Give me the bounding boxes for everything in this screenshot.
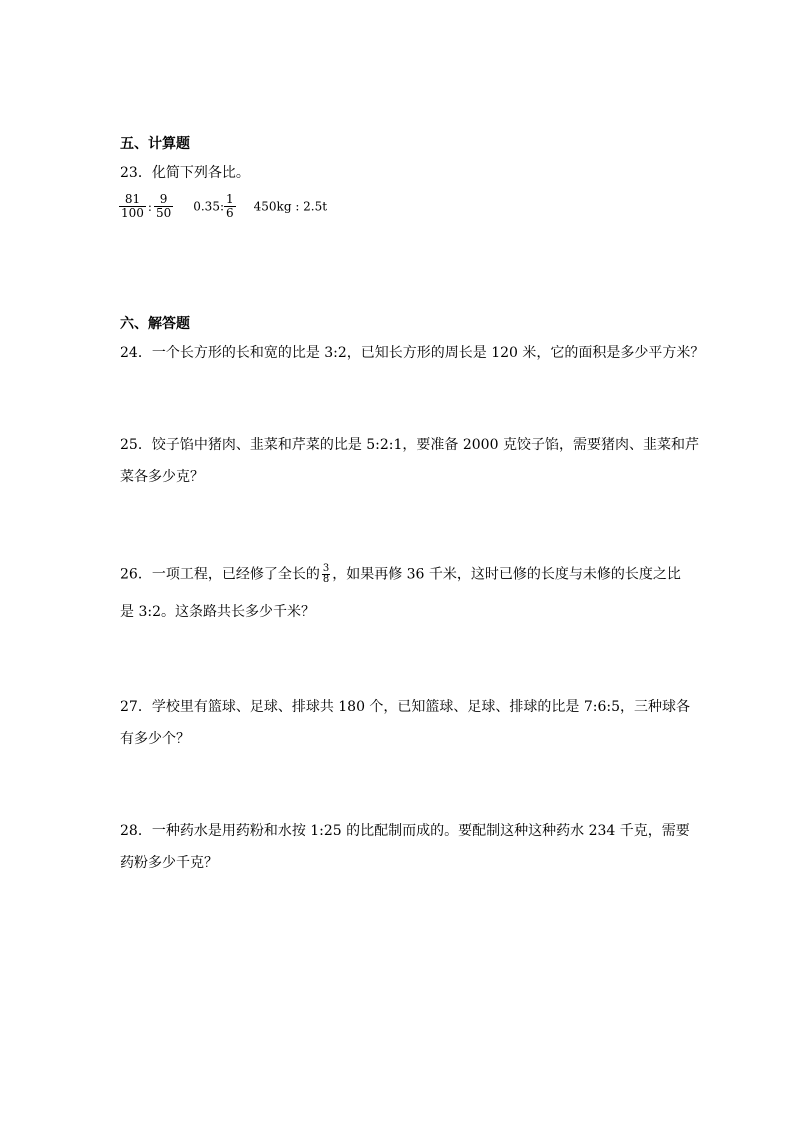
question-23-expressions [119,193,327,220]
fraction-81-100 [119,193,146,220]
fraction-denominator: 6 [226,206,234,220]
ratio-mass-expression: 450kg : 2.5t [253,199,328,214]
fraction-denominator: 8 [322,574,330,585]
section-title-word-problems: 六、解答题 [120,316,190,332]
fraction-denominator: 50 [155,206,172,220]
fraction-denominator: 100 [121,206,144,220]
question-26-text-end: ，如果再修 36 千米，这时已修的长度与未修的长度之比 [332,566,681,583]
fraction-numerator: 3 [322,563,330,574]
fraction-3-8 [322,564,330,585]
fraction-numerator: 81 [119,193,146,207]
ratio-colon: : [147,199,152,214]
question-27-line-1: 27．学校里有篮球、足球、排球共 180 个，已知篮球、足球、排球的比是 7:6:5，三种球各 [120,699,691,715]
question-26-line-1 [120,564,681,585]
section-title-calculation: 五、计算题 [120,136,190,152]
fraction-numerator: 1 [226,192,234,206]
question-28-line-1: 28．一种药水是用药粉和水按 1:25 的比配制而成的。要配制这种这种药水 234 千克，需要 [120,823,690,839]
question-25-line-1: 25．饺子馅中猪肉、韭菜和芹菜的比是 5:2:1，要准备 2000 克饺子馅，需要猪肉、韭菜和芹 [120,437,699,453]
ratio-lead-value: 0.35: [193,199,224,214]
question-23-prompt: 23．化简下列各比。 [120,165,250,181]
question-25-line-2: 菜各多少克？ [120,469,204,485]
question-27-line-2: 有多少个？ [120,731,190,747]
question-24: 24．一个长方形的长和宽的比是 3:2，已知长方形的周长是 120 米，它的面积是多少平方米？ [120,345,705,361]
question-28-line-2: 药粉多少千克？ [120,855,218,871]
fraction-1-6 [224,193,236,220]
fraction-9-50 [154,193,173,220]
question-26-line-2: 是 3:2。这条路共长多少千米？ [120,604,315,620]
question-26-text-start: 26．一项工程，已经修了全长的 [120,566,320,583]
fraction-numerator: 9 [154,193,173,207]
